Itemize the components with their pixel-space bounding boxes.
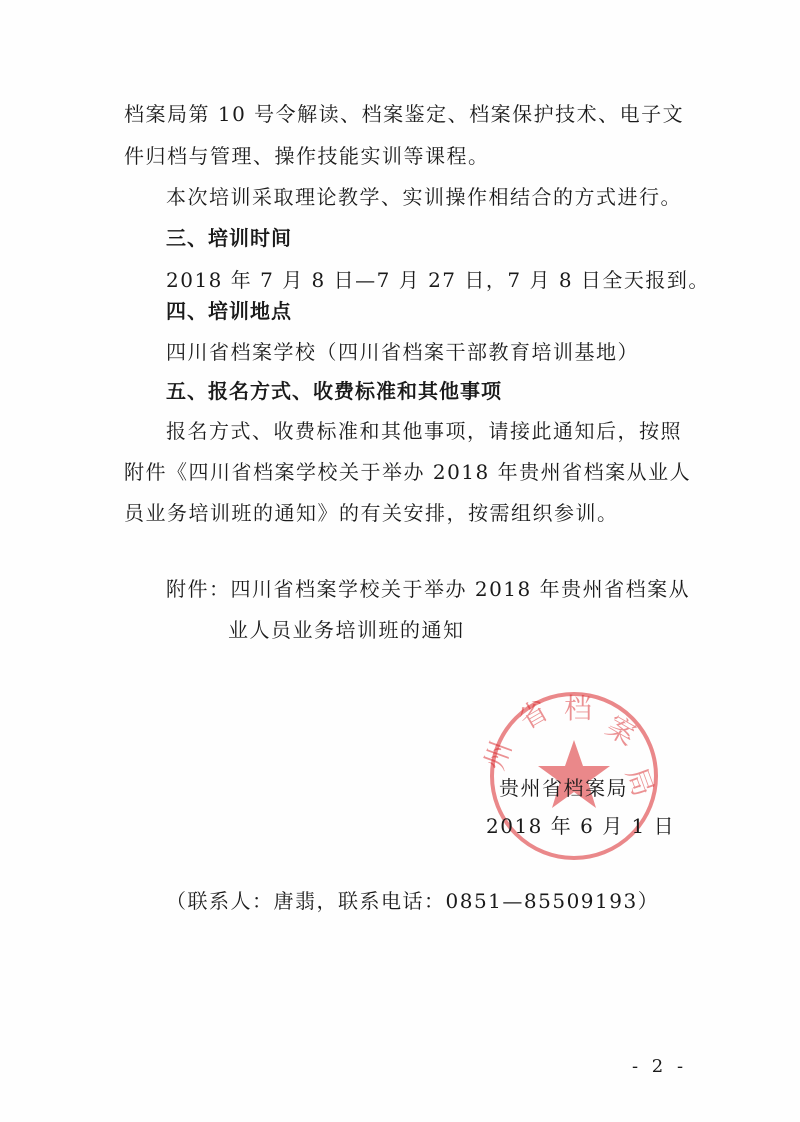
svg-text:州: 州 bbox=[477, 736, 519, 775]
body-line-2: 件归档与管理、操作技能实训等课程。 bbox=[124, 144, 490, 168]
section-5-line-3: 员业务培训班的通知》的有关安排，按需组织参训。 bbox=[124, 501, 619, 525]
attachment-line-1: 附件：四川省档案学校关于举办 2018 年贵州省档案从 bbox=[166, 577, 691, 601]
svg-text:档: 档 bbox=[564, 692, 593, 725]
page-number: - 2 - bbox=[632, 1056, 688, 1077]
body-line-1: 档案局第 10 号令解读、档案鉴定、档案保护技术、电子文 bbox=[124, 102, 685, 126]
attachment-line-2: 业人员业务培训班的通知 bbox=[228, 618, 465, 642]
svg-text:局: 局 bbox=[619, 763, 661, 801]
section-5-line-1: 报名方式、收费标准和其他事项，请接此通知后，按照 bbox=[166, 419, 682, 443]
section-4-text: 四川省档案学校（四川省档案干部教育培训基地） bbox=[166, 340, 639, 364]
svg-text:省: 省 bbox=[513, 693, 554, 737]
section-3-text: 2018 年 7 月 8 日—7 月 27 日，7 月 8 日全天报到。 bbox=[166, 268, 710, 292]
svg-text:案: 案 bbox=[600, 709, 642, 753]
section-5-line-2: 附件《四川省档案学校关于举办 2018 年贵州省档案从业人 bbox=[124, 460, 692, 484]
contact-info: （联系人：唐翡，联系电话：0851—85509193） bbox=[166, 889, 660, 913]
body-line-3: 本次培训采取理论教学、实训操作相结合的方式进行。 bbox=[166, 185, 682, 209]
section-4-heading: 四、培训地点 bbox=[166, 299, 292, 323]
section-3-heading: 三、培训时间 bbox=[166, 226, 292, 250]
signature-date: 2018 年 6 月 1 日 bbox=[486, 814, 676, 838]
signature-org: 贵州省档案局 bbox=[499, 776, 628, 800]
section-5-heading: 五、报名方式、收费标准和其他事项 bbox=[166, 379, 502, 403]
